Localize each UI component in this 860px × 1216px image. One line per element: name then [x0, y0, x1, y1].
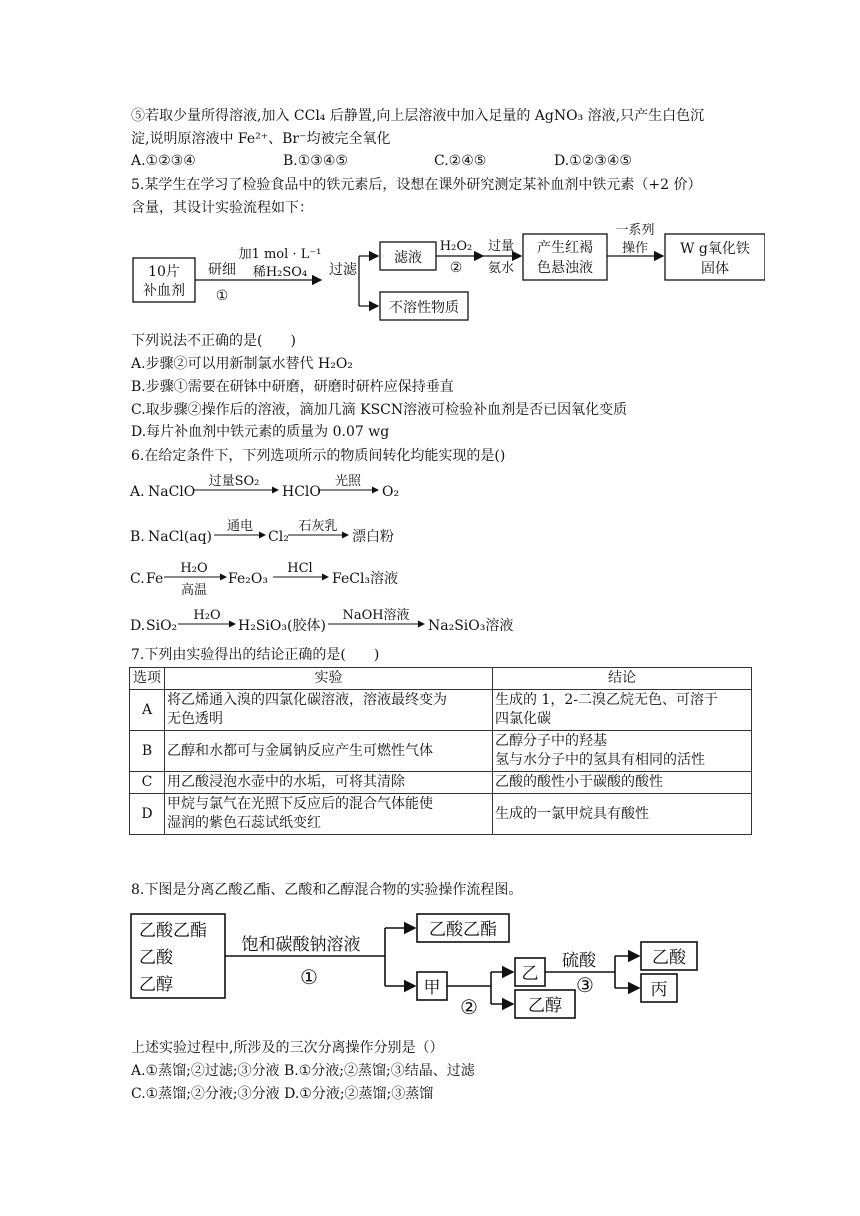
table-cell-conclusion — [493, 772, 752, 794]
q5-box-insoluble: 不溶性物质 — [389, 300, 459, 316]
q6-stem: 6.在给定条件下，下列选项所示的物质间转化均能实现的是() — [131, 448, 506, 464]
table-cell-option: D — [130, 794, 165, 835]
q5-step5-bottom: 操作 — [621, 241, 649, 256]
q5-box-suspension-line2: 色悬浊液 — [537, 260, 593, 276]
q8-box-yi: 乙 — [521, 964, 539, 984]
table-header-conclusion: 结论 — [493, 668, 752, 690]
q8-step1: ① — [300, 965, 318, 989]
table-row — [130, 690, 752, 731]
q6-b-start: NaCl(aq) — [148, 529, 213, 545]
q5-filter-label: 过滤 — [329, 262, 357, 278]
cell-line: 四氯化碳 — [495, 711, 551, 727]
q6-c-cond1: H₂O — [180, 561, 208, 576]
q6-c-cond1b: 高温 — [180, 583, 208, 598]
q5-option-a: A.步骤②可以用新制氯水替代 H₂O₂ — [131, 356, 353, 372]
q5-box-final-line2: 固体 — [701, 261, 729, 277]
table-cell-option: A — [130, 690, 165, 731]
q6-b-label: B. — [130, 529, 145, 545]
q8-box-ethanol: 乙醇 — [528, 996, 562, 1016]
cell-line: 生成的一氯甲烷具有酸性 — [495, 805, 649, 822]
table-cell-experiment — [165, 794, 493, 835]
table-cell-experiment — [165, 731, 493, 772]
q5-box-filtrate: 滤液 — [394, 250, 422, 266]
q8-mix-ester: 乙酸乙酯 — [139, 921, 207, 941]
table-cell-experiment — [165, 690, 493, 731]
q5-question: 下列说法不正确的是( ) — [131, 333, 296, 349]
q6-a-label: A. — [130, 484, 145, 500]
cell-line: 将乙烯通入溴的四氯化碳溶液，溶液最终变为 — [167, 692, 447, 708]
q5-step2-reagent: 加1 mol · L⁻¹ — [238, 247, 322, 262]
q8-box-bing: 丙 — [650, 980, 668, 1000]
q5-box-final-line1: W g氧化铁 — [680, 241, 750, 257]
q8-mix-acid: 乙酸 — [139, 948, 173, 968]
q4-option-b: B.①③④⑤ — [283, 153, 348, 169]
cell-line: 生成的 1，2-二溴乙烷无色、可溶于 — [495, 692, 718, 708]
q8-reagent: 饱和碳酸钠溶液 — [241, 935, 361, 955]
cell-line: 乙酸的酸性小于碳酸的酸性 — [495, 774, 663, 790]
table-row — [130, 772, 752, 794]
q6-b-mid: Cl₂ — [268, 529, 289, 545]
q5-stem-line2: 含量，其设计实验流程如下： — [131, 200, 313, 216]
table-cell-experiment — [165, 772, 493, 794]
table-cell-option: B — [130, 731, 165, 772]
table-row — [130, 731, 752, 772]
q6-d-cond1: H₂O — [193, 608, 221, 623]
q6-d-mid: H₂SiO₃(胶体) — [238, 618, 326, 634]
q6-b-cond2: 石灰乳 — [298, 519, 338, 534]
q8-mix-ethanol: 乙醇 — [139, 975, 173, 995]
table-row — [130, 794, 752, 835]
q8-options-line1: A.①蒸馏;②过滤;③分液 B.①分液;②蒸馏;③结晶、过滤 — [131, 1063, 475, 1079]
q6-d-label: D. — [130, 618, 146, 634]
q6-a-mid: HClO — [282, 484, 321, 500]
q4-statement-5-line1: ⑤若取少量所得溶液,加入 CCl₄ 后静置,向上层溶液中加入足量的 AgNO₃ 溶液,只产生白色沉 — [131, 108, 705, 124]
q6-b-end: 漂白粉 — [352, 529, 394, 545]
table-cell-conclusion — [493, 690, 752, 731]
q8-box-jia: 甲 — [423, 978, 441, 998]
q6-a-start: NaClO — [148, 484, 196, 500]
q5-step1-number: ① — [215, 288, 229, 304]
q8-box-acid: 乙酸 — [652, 948, 686, 968]
q4-option-d: D.①②③④⑤ — [554, 153, 632, 169]
q6-d-cond2: NaOH溶液 — [342, 608, 410, 623]
q5-step5-top: 一系列 — [615, 223, 655, 238]
q8-stem: 8.下图是分离乙酸乙酯、乙酸和乙醇混合物的实验操作流程图。 — [131, 882, 523, 898]
q5-option-b: B.步骤①需要在研钵中研磨，研磨时研杵应保持垂直 — [131, 379, 454, 395]
q6-a-cond2: 光照 — [334, 474, 362, 489]
q5-option-d: D.每片补血剂中铁元素的质量为 0.07 wg — [131, 424, 390, 440]
q7-stem: 7.下列由实验得出的结论正确的是( ) — [131, 647, 380, 663]
q6-a-cond1: 过量SO₂ — [208, 474, 260, 489]
q4-statement-5-line2: 淀,说明原溶液中 Fe²⁺、Br⁻均被完全氧化 — [131, 131, 391, 147]
q6-c-label: C. — [130, 571, 145, 587]
q8-question: 上述实验过程中,所涉及的三次分离操作分别是（） — [131, 1040, 444, 1056]
q5-box-tablets-line1: 10片 — [148, 264, 180, 280]
q6-c-start: Fe — [146, 571, 164, 587]
q7-table — [129, 667, 752, 835]
cell-line: 湿润的紫色石蕊试纸变红 — [167, 815, 321, 831]
q5-step3-number: ② — [449, 260, 463, 276]
q8-step3: ③ — [576, 973, 594, 997]
q6-a-end: O₂ — [382, 484, 400, 500]
q5-box-tablets-line2: 补血剂 — [143, 283, 185, 299]
q6-c-mid: Fe₂O₃ — [228, 571, 268, 587]
table-cell-conclusion — [493, 794, 752, 835]
q6-c-end: FeCl₃溶液 — [332, 571, 399, 587]
cell-line: 乙醇和水都可与金属钠反应产生可燃性气体 — [167, 742, 433, 759]
table-header-experiment: 实验 — [165, 668, 493, 690]
q5-step1-label: 研细 — [208, 262, 236, 278]
q5-step4-top: 过量 — [487, 239, 515, 254]
q5-step3-reagent: H₂O₂ — [439, 239, 473, 254]
q6-d-end: Na₂SiO₃溶液 — [428, 618, 514, 634]
q8-box-ester: 乙酸乙酯 — [429, 920, 497, 940]
q5-option-c: C.取步骤②操作后的溶液，滴加几滴 KSCN溶液可检验补血剂是否已因氧化变质 — [131, 402, 628, 418]
q4-option-a: A.①②③④ — [131, 153, 196, 169]
q8-step2: ② — [460, 995, 478, 1019]
q6-b-cond1: 通电 — [226, 519, 254, 534]
cell-line: 用乙酸浸泡水壶中的水垢，可将其清除 — [167, 774, 405, 790]
cell-line: 乙醇分子中的羟基 — [495, 733, 607, 749]
table-cell-conclusion — [493, 731, 752, 772]
q5-box-suspension-line1: 产生红褐 — [537, 240, 593, 256]
q5-stem-line1: 5.某学生在学习了检验食品中的铁元素后，设想在课外研究测定某补血剂中铁元素（+2 价） — [131, 177, 702, 193]
q4-option-c: C.②④⑤ — [434, 153, 487, 169]
q8-options-line2: C.①蒸馏;②分液;③分液 D.①分液;②蒸馏;③蒸馏 — [131, 1086, 434, 1102]
q5-step2-acid: 稀H₂SO₄ — [252, 265, 308, 280]
q8-acid: 硫酸 — [562, 951, 596, 971]
cell-line: 无色透明 — [167, 711, 223, 727]
q5-flowchart — [125, 222, 765, 326]
q8-flowchart — [125, 908, 715, 1024]
q6-d-start: SiO₂ — [146, 618, 178, 634]
table-header-option: 选项 — [130, 668, 165, 690]
table-cell-option: C — [130, 772, 165, 794]
table-header-row — [130, 668, 752, 690]
q5-step4-bottom: 氨水 — [487, 261, 515, 276]
cell-line: 甲烷与氯气在光照下反应后的混合气体能使 — [167, 796, 433, 812]
q6-conversions — [128, 470, 548, 640]
q6-c-cond2: HCl — [287, 561, 313, 576]
cell-line: 氢与水分子中的氢具有相同的活性 — [495, 752, 705, 768]
